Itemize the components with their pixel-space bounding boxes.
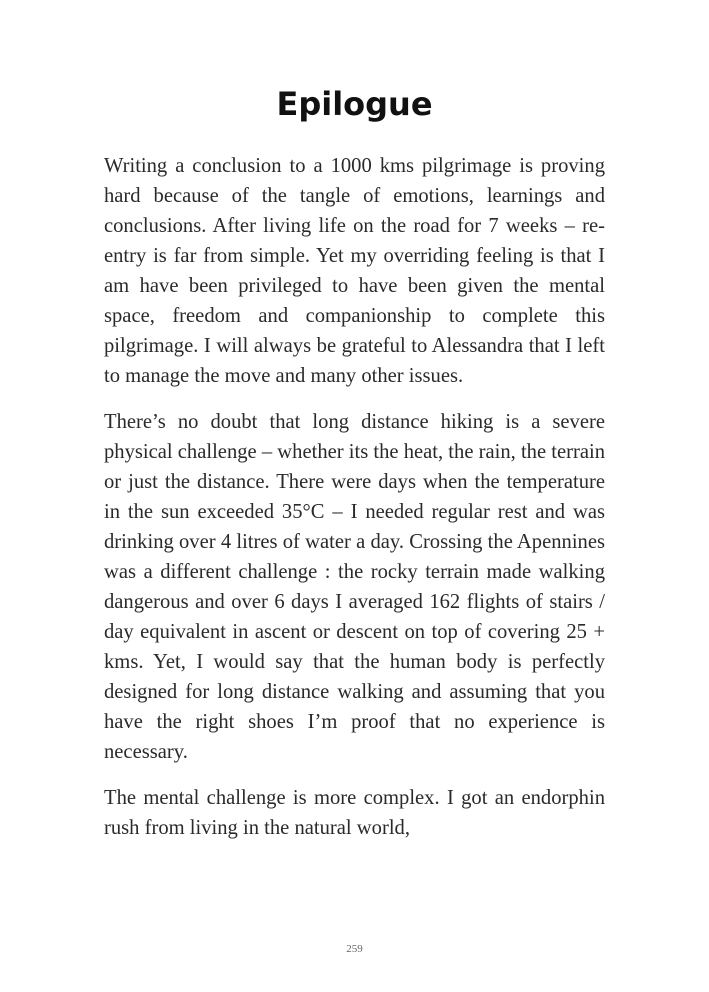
- chapter-body: [104, 151, 605, 859]
- chapter-title: Epilogue: [276, 85, 433, 123]
- paragraph-1: Writing a conclusion to a 1000 kms pilgrimage is proving hard because of the tangle of emotions, learnings and conclusions. After living life on the road for 7 weeks – re-entry is far from simple. Yet my overriding feeling is that I am have been privileged to have been given the mental space, freedom and companionship to complete this pilgrimage. I will always be grateful to Alessandra that I left to manage the move and many other issues.: [104, 155, 605, 387]
- paragraph-3: The mental challenge is more complex. I got an endorphin rush from living in the natural world,: [104, 787, 605, 839]
- paragraph-2: There’s no doubt that long distance hiking is a severe physical challenge – whether its the heat, the rain, the terrain or just the distance. There were days when the temperature in the sun exceeded 35°C – I needed regular rest and was drinking over 4 litres of water a day. Crossing the Apennines was a different challenge : the rocky terrain made walking dangerous and over 6 days I averaged 162 flights of stairs / day equivalent in ascent or descent on top of covering 25 + kms. Yet, I would say that the human body is perfectly designed for long distance walking and assuming that you have the right shoes I’m proof that no experience is necessary.: [104, 411, 605, 763]
- page-number: 259: [346, 943, 363, 955]
